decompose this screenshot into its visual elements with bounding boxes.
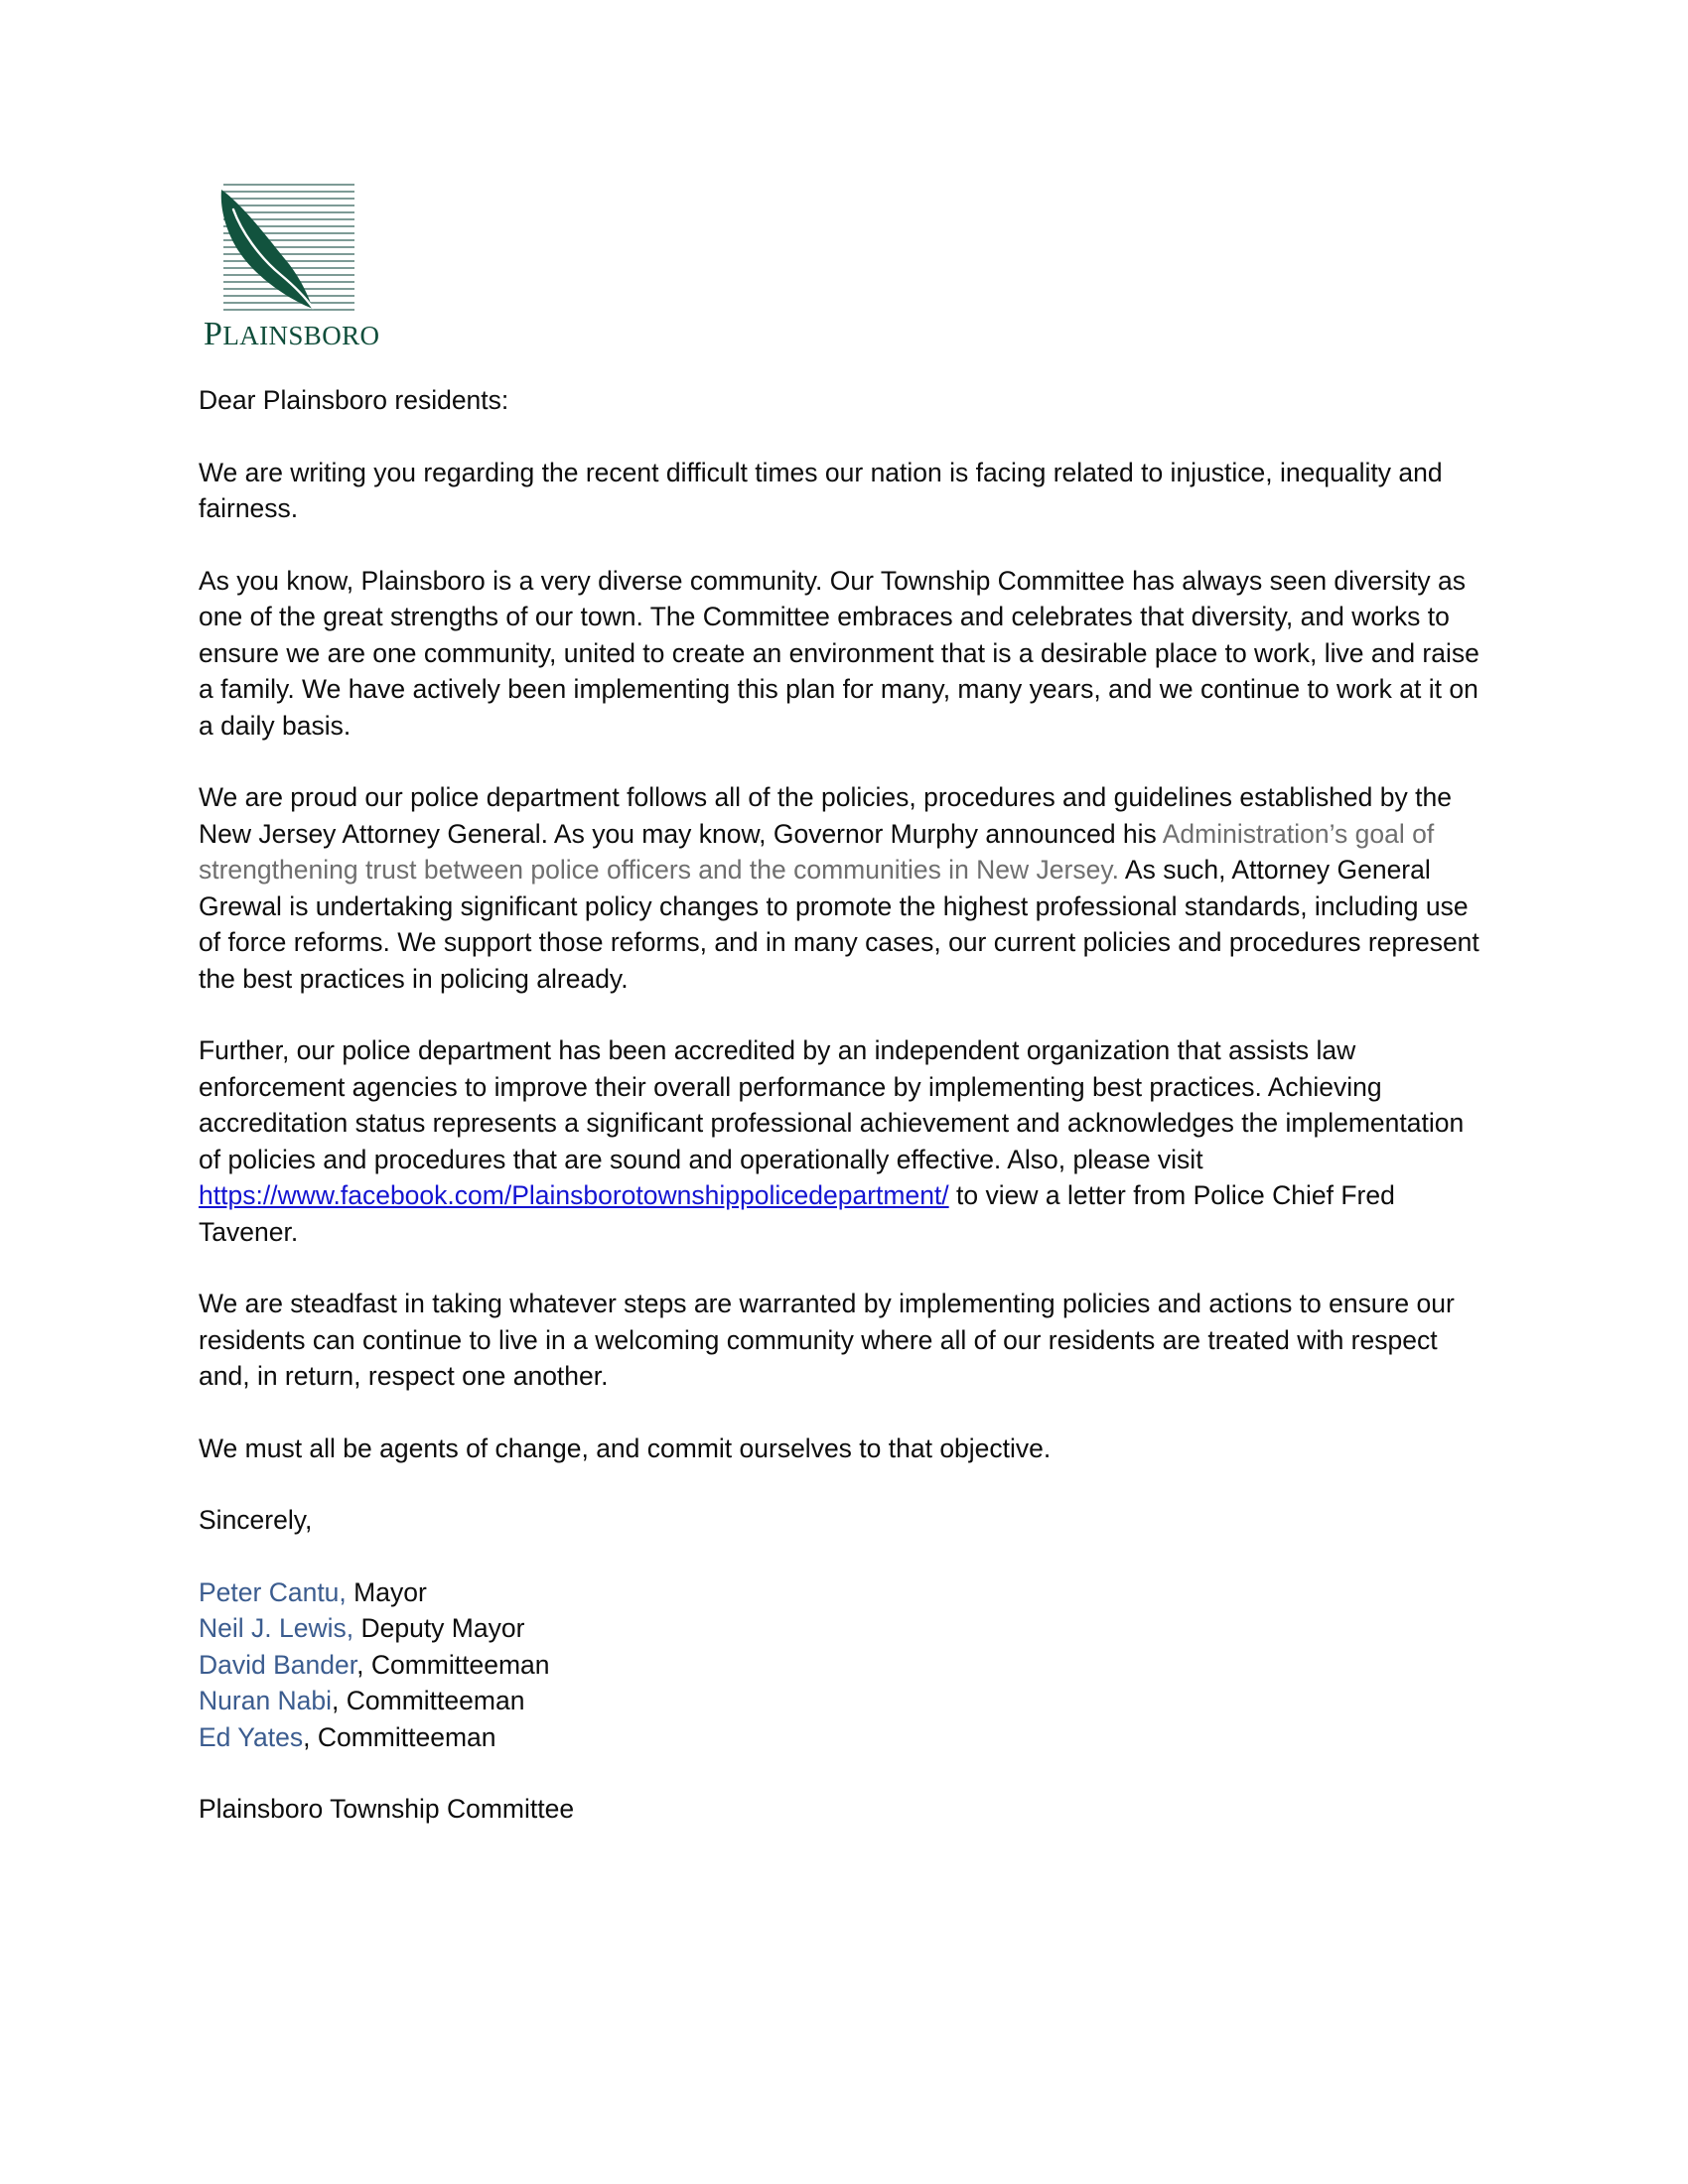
logo-wordmark-rest: LAINSBORO — [222, 321, 380, 350]
letter-closing: Sincerely, — [199, 1505, 313, 1535]
letter-greeting: Dear Plainsboro residents: — [199, 385, 509, 415]
signatory-row — [199, 1683, 1479, 1719]
signatory-role: , Committeeman — [303, 1721, 496, 1752]
facebook-police-department-link[interactable]: https://www.facebook.com/Plainsborotownshippolicedepartment/ — [199, 1180, 949, 1210]
letter-body — [199, 382, 1479, 1828]
signatory-role: , Committeeman — [356, 1649, 550, 1680]
logo-wordmark — [204, 317, 382, 352]
signatory-name: Neil J. Lewis, — [199, 1613, 354, 1643]
paragraph-4 — [199, 1032, 1479, 1250]
signatory-row — [199, 1574, 1479, 1611]
paragraph-6: We must all be agents of change, and commit ourselves to that objective. — [199, 1433, 1052, 1463]
signatory-role: Mayor — [346, 1576, 427, 1607]
signatory-name: David Bander — [199, 1649, 357, 1680]
signature-block — [199, 1574, 1479, 1756]
paragraph-3-part-b: As such, Attorney General Grewal is undertaking significant policy changes to promote the highest professional standards, including use of force reforms. We support those reforms, and in many cases, our current policies and procedures represent the best practices in policing already. — [199, 855, 1479, 994]
plainsboro-logo — [204, 184, 382, 352]
leaf-logo-mark — [223, 184, 354, 311]
leaf-icon — [215, 188, 345, 311]
signature-organization: Plainsboro Township Committee — [199, 1794, 575, 1824]
signatory-name: Nuran Nabi — [199, 1686, 333, 1715]
paragraph-3-part-a: We are proud our police department follows all of the policies, procedures and guidelines established by the New Jersey Attorney General. As you may know, Governor Murphy announced his — [199, 782, 1452, 849]
signatory-role: , Committeeman — [332, 1686, 525, 1715]
signatory-row — [199, 1610, 1479, 1647]
logo-wordmark-initial: P — [204, 316, 223, 352]
paragraph-1: We are writing you regarding the recent difficult times our nation is facing related to injustice, inequality and fairness. — [199, 457, 1443, 523]
signatory-name: Peter Cantu, — [199, 1576, 347, 1607]
paragraph-3 — [199, 779, 1479, 997]
signatory-role: Deputy Mayor — [353, 1613, 525, 1643]
signatory-row — [199, 1719, 1479, 1756]
paragraph-3-muted-clause: Administration’s goal of strengthening trust between police officers and the communities in New Jersey. — [199, 818, 1435, 885]
signatory-name: Ed Yates — [199, 1721, 304, 1752]
paragraph-4-part-a: Further, our police department has been accredited by an independent organization that assists law enforcement agencies to improve their overall performance by implementing best practices. Achieving accreditation status represents a significant professional achievement and acknowledges the implementation of policies and procedures that are sound and operationally effective. Also, please visit — [199, 1035, 1465, 1174]
paragraph-4-part-b: to view a letter from Police Chief Fred Tavener. — [199, 1180, 1395, 1247]
signatory-row — [199, 1647, 1479, 1684]
paragraph-2: As you know, Plainsboro is a very diverse community. Our Township Committee has always seen diversity as one of the great strengths of our town. The Committee embraces and celebrates that diversity, and works to ensure we are one community, united to create an environment that is a desirable place to work, live and raise a family. We have actively been implementing this plan for many, many years, and we continue to work at it on a daily basis. — [199, 565, 1479, 741]
paragraph-5: We are steadfast in taking whatever steps are warranted by implementing policies and actions to ensure our residents can continue to live in a welcoming community where all of our residents are treated with respect and, in return, respect one another. — [199, 1289, 1455, 1391]
